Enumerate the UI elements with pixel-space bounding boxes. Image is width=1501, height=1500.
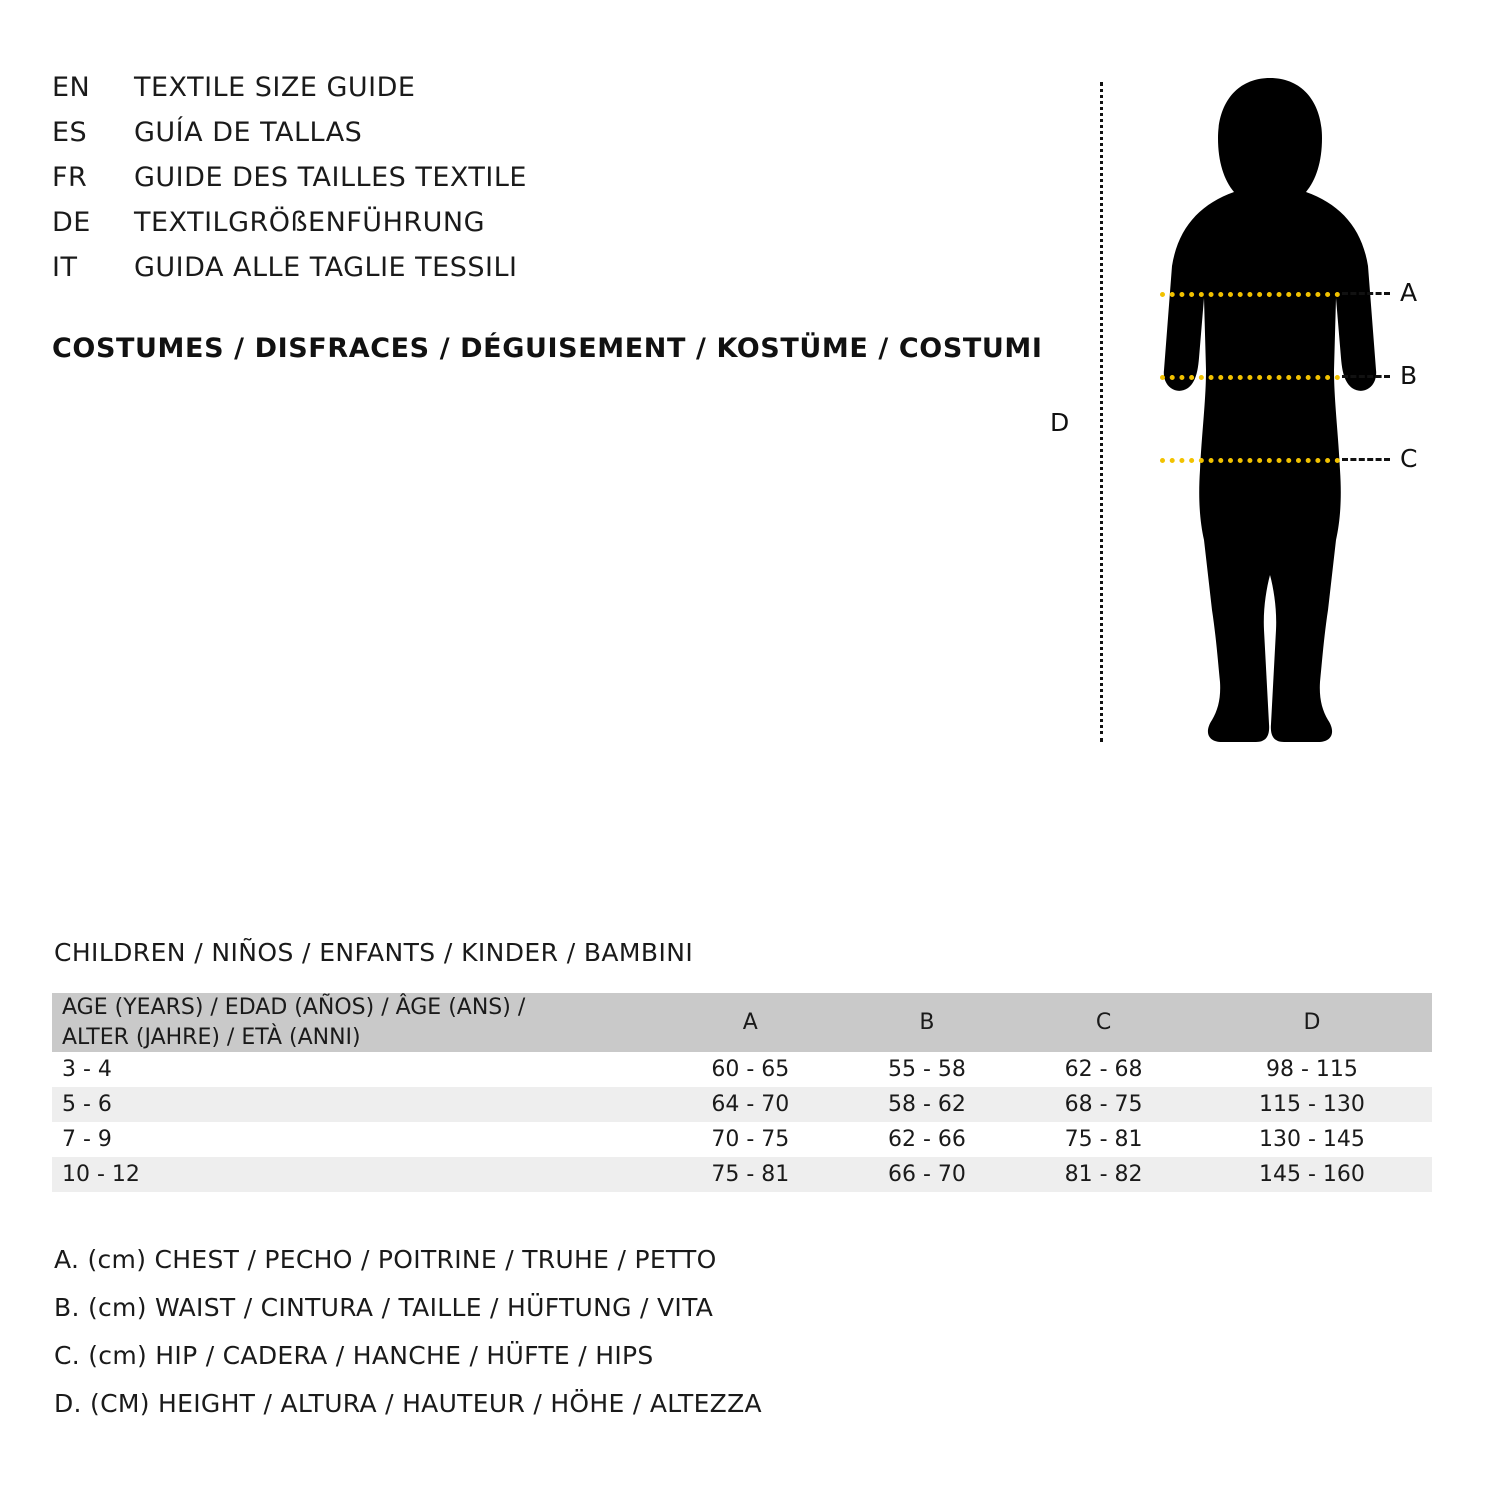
cell-age: 3 - 4 <box>62 1057 112 1083</box>
chest-measure-line <box>1160 292 1340 297</box>
cell-b: 58 - 62 <box>887 1092 966 1118</box>
costumes-subtitle: COSTUMES / DISFRACES / DÉGUISEMENT / KOSTÜME / COSTUMI <box>52 333 1043 364</box>
measurement-figure <box>1020 60 1470 760</box>
language-text-de: TEXTILGRÖßENFÜHRUNG <box>134 207 486 238</box>
column-header-b: B <box>919 1009 935 1035</box>
language-row-fr <box>52 162 1012 207</box>
column-header-age-line1: AGE (YEARS) / EDAD (AÑOS) / ÂGE (ANS) / <box>62 995 526 1020</box>
cell-d: 130 - 145 <box>1258 1127 1365 1153</box>
column-header-d: D <box>1303 1009 1321 1035</box>
legend-item-waist: B. (cm) WAIST / CINTURA / TAILLE / HÜFTUNG / VITA <box>54 1293 714 1322</box>
height-axis-label: D <box>1050 408 1070 437</box>
table-row <box>52 1157 1432 1192</box>
legend-item-height: D. (CM) HEIGHT / ALTURA / HAUTEUR / HÖHE / ALTEZZA <box>54 1389 762 1418</box>
cell-a: 64 - 70 <box>711 1092 790 1118</box>
size-table-body <box>52 1052 1432 1192</box>
cell-d: 98 - 115 <box>1265 1057 1358 1083</box>
language-text-es: GUÍA DE TALLAS <box>134 117 363 148</box>
child-silhouette-icon <box>1120 70 1420 750</box>
waist-label: B <box>1400 361 1418 390</box>
cell-c: 62 - 68 <box>1064 1057 1143 1083</box>
hip-measure-line <box>1160 458 1340 463</box>
language-code-en: EN <box>52 72 91 103</box>
column-header-c: C <box>1095 1009 1112 1035</box>
hip-label: C <box>1400 444 1418 473</box>
language-row-it <box>52 252 1012 297</box>
cell-age: 7 - 9 <box>62 1127 112 1153</box>
legend-item-hip: C. (cm) HIP / CADERA / HANCHE / HÜFTE / HIPS <box>54 1341 654 1370</box>
size-table-header <box>52 993 1432 1052</box>
cell-b: 62 - 66 <box>887 1127 966 1153</box>
table-row <box>52 1087 1432 1122</box>
hip-leader-line <box>1342 458 1390 461</box>
column-header-age <box>52 993 662 1052</box>
cell-age: 5 - 6 <box>62 1092 112 1118</box>
language-row-es <box>52 117 1012 162</box>
language-code-de: DE <box>52 207 91 238</box>
cell-c: 81 - 82 <box>1064 1162 1143 1188</box>
column-header-age-line2: ALTER (JAHRE) / ETÀ (ANNI) <box>62 1024 361 1050</box>
waist-leader-line <box>1342 375 1390 378</box>
chest-leader-line <box>1342 292 1390 295</box>
table-row <box>52 1122 1432 1157</box>
language-text-en: TEXTILE SIZE GUIDE <box>134 72 416 103</box>
cell-d: 145 - 160 <box>1258 1162 1365 1188</box>
size-table <box>52 993 1432 1192</box>
language-row-en <box>52 72 1012 117</box>
table-header-row <box>52 993 1432 1052</box>
waist-measure-line <box>1160 375 1340 380</box>
cell-a: 60 - 65 <box>711 1057 790 1083</box>
cell-c: 75 - 81 <box>1064 1127 1143 1153</box>
cell-age: 10 - 12 <box>62 1162 140 1188</box>
language-code-it: IT <box>52 252 78 283</box>
height-axis-dotted-line <box>1100 82 1103 742</box>
cell-b: 66 - 70 <box>887 1162 966 1188</box>
language-row-de <box>52 207 1012 252</box>
cell-b: 55 - 58 <box>887 1057 966 1083</box>
language-title-list <box>52 72 1012 297</box>
chest-label: A <box>1400 278 1418 307</box>
cell-d: 115 - 130 <box>1258 1092 1365 1118</box>
measurement-legend <box>54 1245 1054 1437</box>
language-code-fr: FR <box>52 162 88 193</box>
children-section-title: CHILDREN / NIÑOS / ENFANTS / KINDER / BAMBINI <box>54 938 694 967</box>
legend-item-chest: A. (cm) CHEST / PECHO / POITRINE / TRUHE / PETTO <box>54 1245 717 1274</box>
cell-c: 68 - 75 <box>1064 1092 1143 1118</box>
cell-a: 75 - 81 <box>711 1162 790 1188</box>
table-row <box>52 1052 1432 1087</box>
language-text-it: GUIDA ALLE TAGLIE TESSILI <box>134 252 518 283</box>
language-code-es: ES <box>52 117 88 148</box>
cell-a: 70 - 75 <box>711 1127 790 1153</box>
column-header-a: A <box>742 1009 758 1035</box>
language-text-fr: GUIDE DES TAILLES TEXTILE <box>134 162 527 193</box>
